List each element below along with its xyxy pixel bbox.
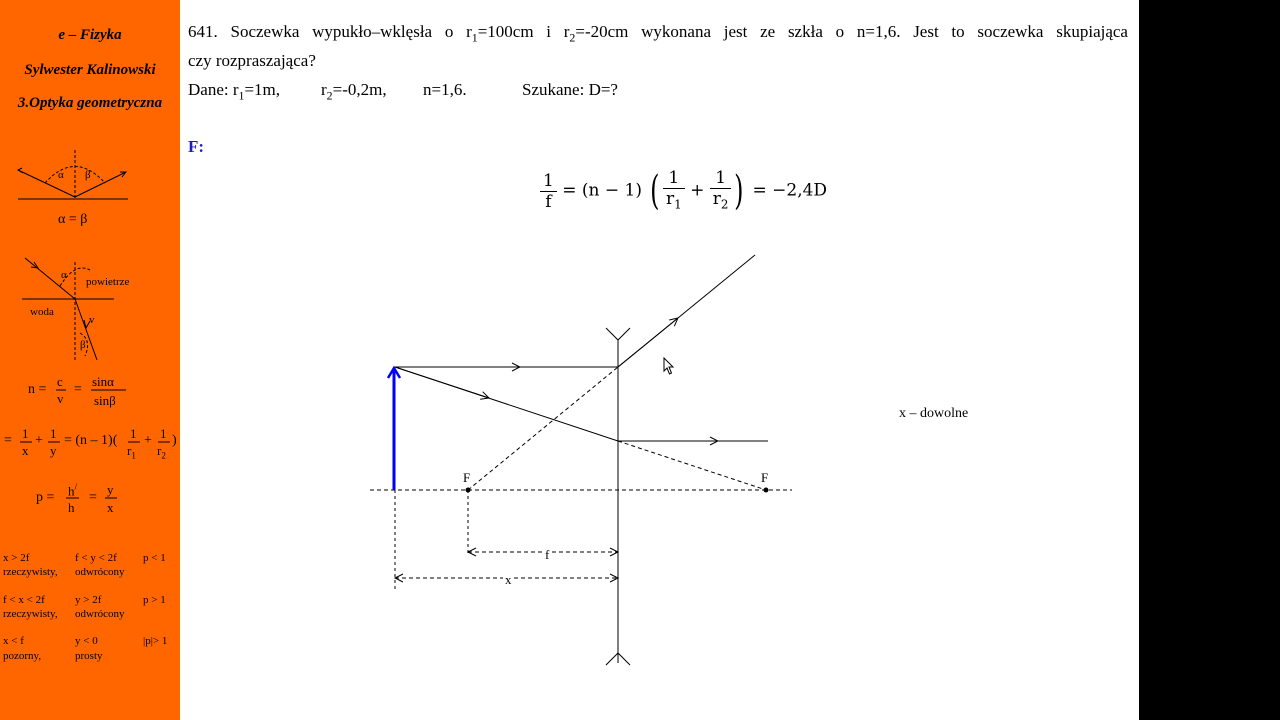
reflection-alpha: α (58, 169, 64, 181)
lens-plus1: + (35, 433, 43, 448)
problem-line-1: 641. Soczewka wypukło–wklęsła o $r_1=100cm$ i $r_2=-20cm$ wykonana jest ze szkła o n=1,6. Jest to soczewka skupiająca (188, 22, 1128, 45)
formula-n-lhs: n = (28, 382, 47, 397)
focus-label-left: F (463, 470, 471, 485)
case3-type: pozorny, (3, 650, 42, 662)
case1-x: x > 2f (3, 552, 30, 564)
lens-r2: $r_2$ (157, 443, 166, 461)
reflection-law: α = β (58, 212, 88, 227)
formula-p-h1: h/ (68, 482, 78, 499)
lens-eq2: = (n – 1)( (64, 433, 118, 448)
case1-orient: odwrócony (75, 566, 125, 578)
dimension-f-label: f (545, 547, 550, 562)
lens-eq1: = (4, 433, 12, 448)
lens-plus2: + (144, 433, 152, 448)
case2-type: rzeczywisty, (3, 608, 58, 620)
refraction-air: powietrze (86, 276, 130, 288)
case1-p: p < 1 (143, 552, 166, 564)
sought: Szukane: D=? (522, 80, 618, 99)
formula-n-sinb: sinβ (94, 393, 116, 408)
case3-p: |p|> 1 (143, 635, 168, 647)
lens-y: y (50, 443, 57, 458)
formula-p-x: x (107, 500, 114, 515)
formula-n-v: v (57, 391, 64, 406)
formula-n-minus-1: = (n − 1) (562, 180, 642, 201)
lens-close: ) (172, 433, 177, 448)
refraction-beta: β (80, 339, 86, 351)
problem-line-2: czy rozpraszająca? (188, 51, 316, 71)
refraction-v: v (89, 314, 95, 326)
ray-virtual-extension (468, 367, 618, 490)
given-n: n=1,6. (423, 80, 467, 99)
formula-p-h: h (68, 500, 75, 515)
right-black-panel (1139, 0, 1280, 720)
formula-n-sina: sinα (92, 374, 114, 389)
formula-p-y: y (107, 482, 114, 497)
formula-lparen: ( (650, 168, 660, 215)
focus-label-right: F (761, 470, 769, 485)
lens-r1: $r_1$ (127, 443, 136, 461)
case3-y: y < 0 (75, 635, 98, 647)
formula-result: = −2,4D (752, 180, 828, 201)
case2-y: y > 2f (75, 594, 102, 606)
section-label: F: (188, 137, 205, 156)
case2-p: p > 1 (143, 594, 166, 606)
sidebar-author: Sylwester Kalinowski (24, 62, 156, 78)
object-arrow (388, 368, 400, 490)
focus-point-left (466, 488, 471, 493)
mouse-cursor-icon (663, 357, 677, 377)
note-x-arbitrary: x – dowolne (899, 406, 969, 421)
case3-x: x < f (3, 635, 24, 647)
sidebar-chapter: 3.Optyka geometryczna (17, 95, 163, 111)
formula-n-c: c (57, 374, 63, 389)
fraction-1-over-f: $\frac{1}{f}$ (540, 171, 557, 212)
lens-one4: 1 (160, 426, 167, 441)
dimension-x-label: x (505, 572, 512, 587)
refraction-water: woda (30, 306, 54, 318)
formula-p-lhs: p = (36, 490, 55, 505)
case1-y: f < y < 2f (75, 552, 117, 564)
case1-type: rzeczywisty, (3, 566, 58, 578)
formula-n-eq: = (74, 382, 82, 397)
refraction-alpha: α (61, 269, 67, 281)
focus-point-right (764, 488, 769, 493)
given-r1: Dane: $r_1=1m$, (188, 80, 281, 103)
case2-orient: odwrócony (75, 608, 125, 620)
ray-focus-extension (618, 441, 769, 490)
lens-one2: 1 (50, 426, 57, 441)
case3-orient: prosty (75, 650, 103, 662)
case2-x: f < x < 2f (3, 594, 45, 606)
lens-one3: 1 (130, 426, 137, 441)
given-r2: $r_2=-0,2m$, (321, 80, 387, 103)
lens-top-cap (606, 328, 630, 340)
formula-rparen: ) (734, 168, 744, 215)
lens-one1: 1 (22, 426, 29, 441)
reflection-beta: β (85, 169, 91, 181)
formula-p-eq: = (89, 490, 97, 505)
formula-plus: + (690, 180, 705, 201)
fraction-1-over-r1: $\frac{1}{r_1}$ (663, 168, 685, 214)
sidebar-title: e – Fizyka (58, 27, 122, 43)
fraction-1-over-r2: $\frac{1}{r_2}$ (710, 168, 732, 214)
lens-x: x (22, 443, 29, 458)
